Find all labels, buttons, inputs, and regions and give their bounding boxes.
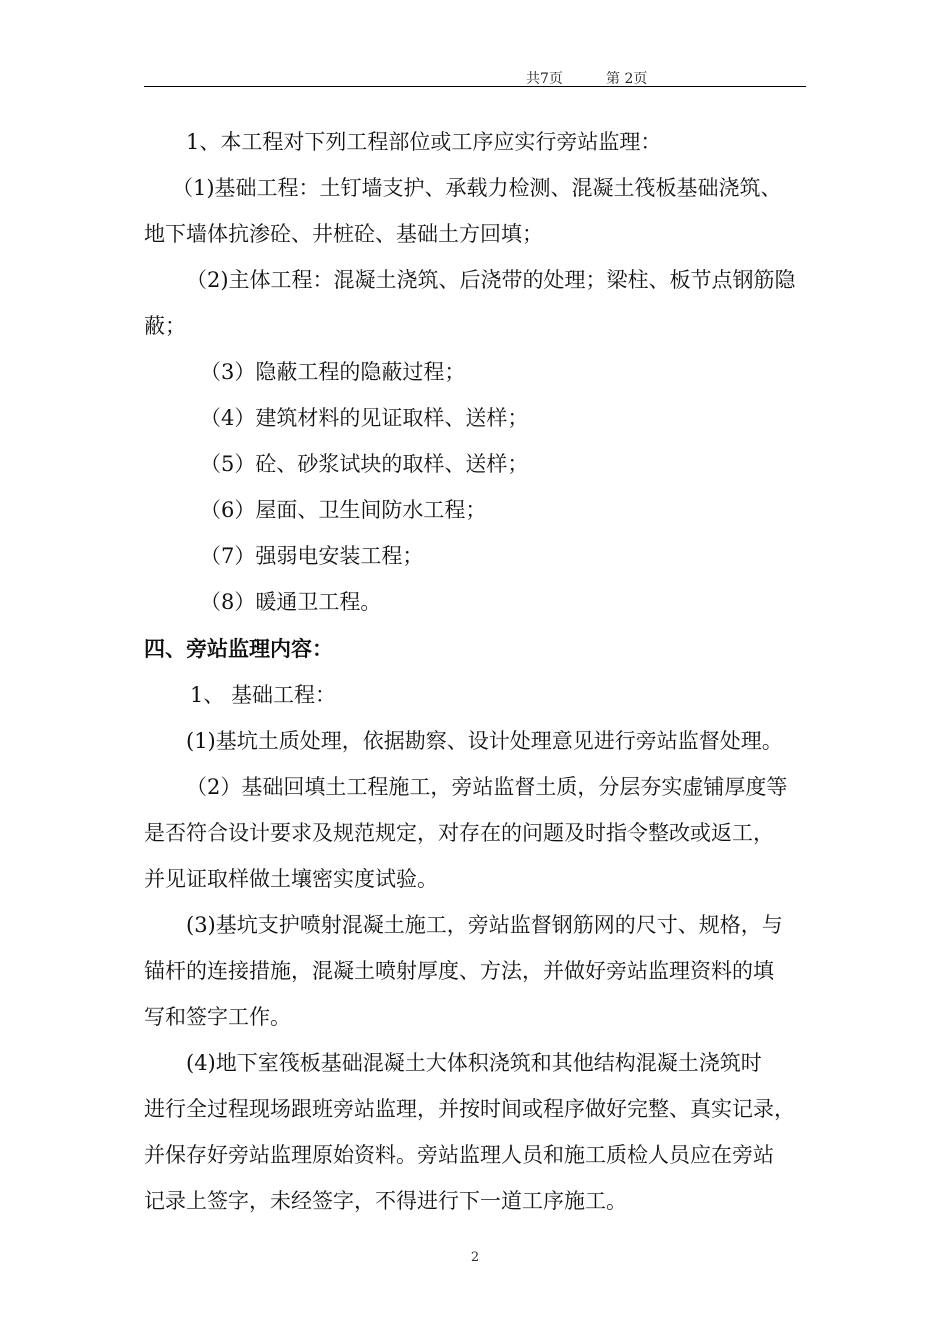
paragraph-line: 1、本工程对下列工程部位或工序应实行旁站监理：: [186, 130, 662, 154]
paragraph-line: 地下墙体抗渗砼、井桩砼、基础土方回填；: [144, 222, 543, 246]
paragraph-line: （1)基础工程：土钉墙支护、承载力检测、混凝土筏板基础浇筑、: [172, 176, 782, 200]
page-header: [144, 62, 806, 87]
paragraph-line: 并保存好旁站监理原始资料。旁站监理人员和施工质检人员应在旁站: [144, 1143, 774, 1167]
page-number: 2: [470, 1250, 480, 1265]
paragraph-line: （7）强弱电安装工程；: [200, 544, 424, 568]
paragraph-line: 并见证取样做土壤密实度试验。: [144, 867, 438, 891]
paragraph-line: （8）暖通卫工程。: [200, 590, 382, 614]
paragraph-line: (1)基坑土质处理，依据勘察、设计处理意见进行旁站监督处理。: [186, 729, 783, 753]
paragraph-line: 进行全过程现场跟班旁站监理，并按时间或程序做好完整、真实记录，: [144, 1097, 795, 1121]
paragraph-line: (4)地下室筏板基础混凝土大体积浇筑和其他结构混凝土浇筑时: [186, 1051, 762, 1075]
total-pages-label: 共7页: [526, 71, 563, 87]
paragraph-line: （3）隐蔽工程的隐蔽过程；: [200, 360, 466, 384]
paragraph-line: （2）基础回填土工程施工，旁站监督土质，分层夯实虚铺厚度等: [186, 775, 788, 799]
section-heading: 四、旁站监理内容：: [144, 636, 333, 661]
paragraph-line: （5）砼、砂浆试块的取样、送样；: [200, 452, 529, 476]
paragraph-line: 写和签字工作。: [144, 1005, 291, 1029]
paragraph-line: （2)主体工程：混凝土浇筑、后浇带的处理；梁柱、板节点钢筋隐: [186, 268, 796, 292]
current-page-label: 第 2页: [606, 71, 648, 87]
paragraph-line: 锚杆的连接措施，混凝土喷射厚度、方法，并做好旁站监理资料的填: [144, 959, 774, 983]
paragraph-line: （6）屋面、卫生间防水工程；: [200, 498, 487, 522]
paragraph-line: 是否符合设计要求及规范规定，对存在的问题及时指令整改或返工，: [144, 821, 774, 845]
subsection-heading: 1、 基础工程：: [190, 683, 337, 707]
paragraph-line: 蔽；: [144, 314, 186, 338]
paragraph-line: (3)基坑支护喷射混凝土施工，旁站监督钢筋网的尺寸、规格，与: [186, 913, 783, 937]
paragraph-line: 记录上签字，未经签字，不得进行下一道工序施工。: [144, 1189, 627, 1213]
paragraph-line: （4）建筑材料的见证取样、送样；: [200, 406, 529, 430]
